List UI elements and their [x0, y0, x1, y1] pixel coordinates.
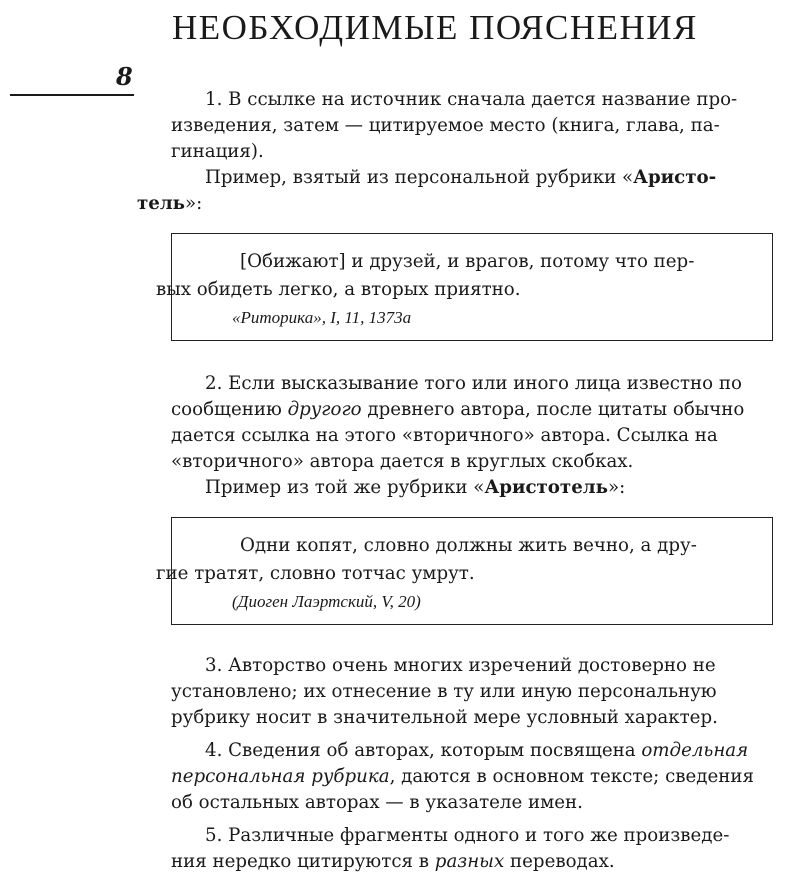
- quote-1-text: [156, 248, 746, 304]
- paragraph-1-example: [137, 165, 773, 217]
- p4-italic: отдельная: [641, 740, 749, 761]
- p5-text: переводах.: [504, 851, 615, 872]
- p5-text: ния нередко цитируются в: [171, 851, 435, 872]
- p4-italic: персональная рубрика: [171, 766, 390, 787]
- page-number-rule: [10, 94, 134, 96]
- paragraph-1-line: изведения, затем — цитируемое место (книга, глава, па-: [171, 115, 720, 136]
- paragraph-1: [171, 87, 773, 165]
- paragraph-3-line: установлено; их отнесение в ту или иную персональную: [171, 681, 717, 702]
- example-bold: Аристо-: [633, 167, 717, 188]
- quote-box-1: [156, 233, 773, 341]
- example-lead: Пример, взятый из персональной рубрики «: [205, 167, 634, 188]
- page-number: 8: [116, 62, 133, 91]
- paragraph-5-line: 5. Различные фрагменты одного и того же произведе-: [205, 825, 730, 846]
- paragraph-4: [171, 738, 773, 816]
- paragraph-2: [171, 371, 773, 475]
- paragraph-2-line: [171, 397, 773, 423]
- quote-1-source: «Риторика», I, 11, 1373a: [232, 308, 412, 327]
- quote-2-source: (Диоген Лаэртский, V, 20): [232, 592, 421, 611]
- page-title: НЕОБХОДИМЫЕ ПОЯСНЕНИЯ: [172, 8, 698, 47]
- paragraph-5: [171, 823, 773, 875]
- example-tail: »:: [607, 477, 626, 498]
- paragraph-5-line: [171, 849, 773, 875]
- paragraph-2-example: [171, 475, 773, 501]
- p5-italic: разных: [434, 851, 505, 872]
- paragraph-2-line: 2. Если высказывание того или иного лица известно по: [205, 373, 742, 394]
- paragraph-2-line: дается ссылка на этого «вторичного» автора. Ссылка на: [171, 425, 718, 446]
- paragraph-1-line: 1. В ссылке на источник сначала дается название про-: [205, 89, 738, 110]
- quote-2-text: [156, 532, 746, 588]
- example-tail: »:: [185, 193, 203, 214]
- p2-italic: другого: [287, 399, 362, 420]
- paragraph-1-line: гинация).: [171, 141, 264, 162]
- body-text: [137, 87, 773, 875]
- paragraph-3-line: рубрику носит в значительной мере условный характер.: [171, 707, 718, 728]
- paragraph-2-line: «вторичного» автора дается в круглых скобках.: [171, 451, 634, 472]
- paragraph-4-line: [171, 738, 773, 764]
- p4-text: 4. Сведения об авторах, которым посвящена: [205, 740, 642, 761]
- quote-2-line: Одни копят, словно должны жить вечно, а дру-: [240, 535, 697, 556]
- quote-box-2: [156, 517, 773, 625]
- paragraph-3-line: 3. Авторство очень многих изречений достоверно не: [205, 655, 716, 676]
- paragraph-3: [171, 653, 773, 731]
- example-bold: Аристотель: [484, 477, 608, 498]
- quote-2-line: гие тратят, словно тотчас умрут.: [156, 563, 475, 584]
- paragraph-4-line: об остальных авторах — в указателе имен.: [171, 792, 583, 813]
- quote-1-line: вых обидеть легко, а вторых приятно.: [156, 279, 521, 300]
- p4-text: , даются в основном тексте; сведения: [389, 766, 754, 787]
- quote-1-line: [Обижают] и друзей, и врагов, потому что пер-: [240, 251, 695, 272]
- example-lead: Пример из той же рубрики «: [205, 477, 485, 498]
- p2-text: сообщению: [171, 399, 288, 420]
- p2-text: древнего автора, после цитаты обычно: [361, 399, 745, 420]
- example-bold: тель: [137, 193, 186, 214]
- paragraph-4-line: [171, 764, 773, 790]
